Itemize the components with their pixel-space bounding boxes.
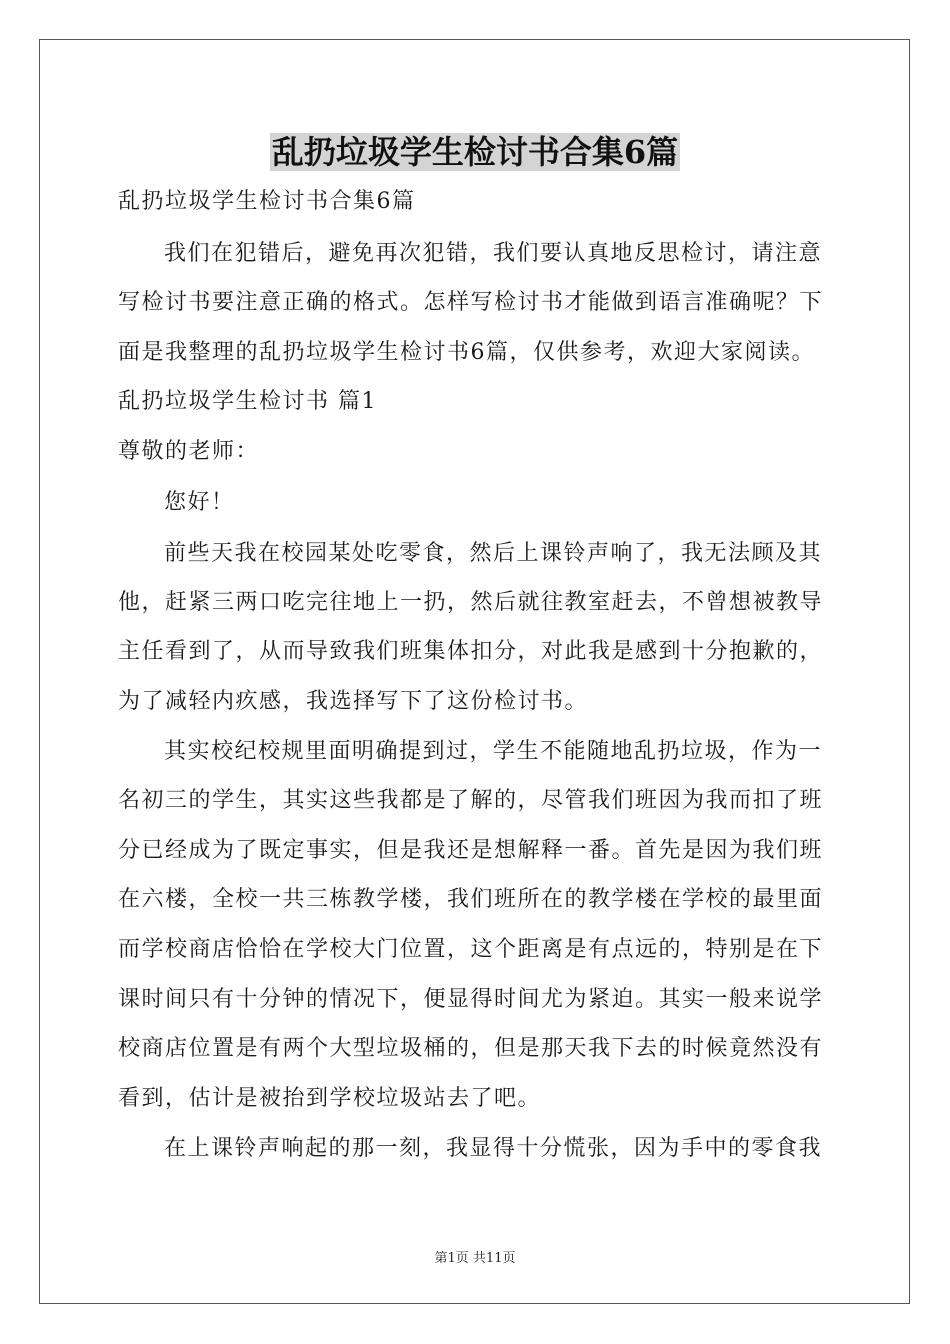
- paragraph-line: 写检讨书要注意正确的格式。怎样写检讨书才能做到语言准确呢？下: [118, 290, 824, 315]
- paragraph-line: 面是我整理的乱扔垃圾学生检讨书6篇，仅供参考，欢迎大家阅读。: [118, 340, 815, 365]
- paragraph-line: 前些天我在校园某处吃零食，然后上课铃声响了，我无法顾及其: [164, 541, 823, 566]
- document-title: 乱扔垃圾学生检讨书合集6篇: [271, 133, 679, 171]
- paragraph-line: 他，赶紧三两口吃完往地上一扔，然后就往教室赶去，不曾想被教导: [118, 590, 824, 615]
- paragraph-line: 分已经成为了既定事实，但是我还是想解释一番。首先是因为我们班: [118, 838, 824, 863]
- page-border: [39, 39, 910, 1304]
- paragraph-line: 课时间只有十分钟的情况下，便显得时间尤为紧迫。其实一般来说学: [118, 987, 824, 1012]
- page-number-footer: 第1页 共11页: [434, 1251, 516, 1266]
- paragraph-line: 其实校纪校规里面明确提到过，学生不能随地乱扔垃圾，作为一: [164, 739, 823, 764]
- paragraph-line: 我们在犯错后，避免再次犯错，我们要认真地反思检讨，请注意: [164, 241, 823, 266]
- paragraph-line: 看到，估计是被抬到学校垃圾站去了吧。: [118, 1086, 542, 1111]
- paragraph-line: 校商店位置是有两个大型垃圾桶的，但是那天我下去的时候竟然没有: [118, 1036, 824, 1061]
- subtitle-line: 乱扔垃圾学生检讨书合集6篇: [118, 189, 416, 214]
- paragraph-line: 而学校商店恰恰在学校大门位置，这个距离是有点远的，特别是在下: [118, 937, 824, 962]
- paragraph-line: 在六楼，全校一共三栋教学楼，我们班所在的教学楼在学校的最里面: [118, 887, 824, 912]
- salutation: 尊敬的老师：: [118, 439, 260, 464]
- paragraph-line: 主任看到了，从而导致我们班集体扣分，对此我是感到十分抱歉的，: [118, 639, 824, 664]
- paragraph-line: 为了减轻内疚感，我选择写下了这份检讨书。: [118, 689, 589, 714]
- paragraph-line: 名初三的学生，其实这些我都是了解的，尽管我们班因为我而扣了班: [118, 788, 824, 813]
- section-heading: 乱扔垃圾学生检讨书 篇1: [118, 389, 377, 414]
- greeting: 您好！: [164, 490, 235, 515]
- paragraph-line: 在上课铃声响起的那一刻，我显得十分慌张，因为手中的零食我: [164, 1136, 823, 1161]
